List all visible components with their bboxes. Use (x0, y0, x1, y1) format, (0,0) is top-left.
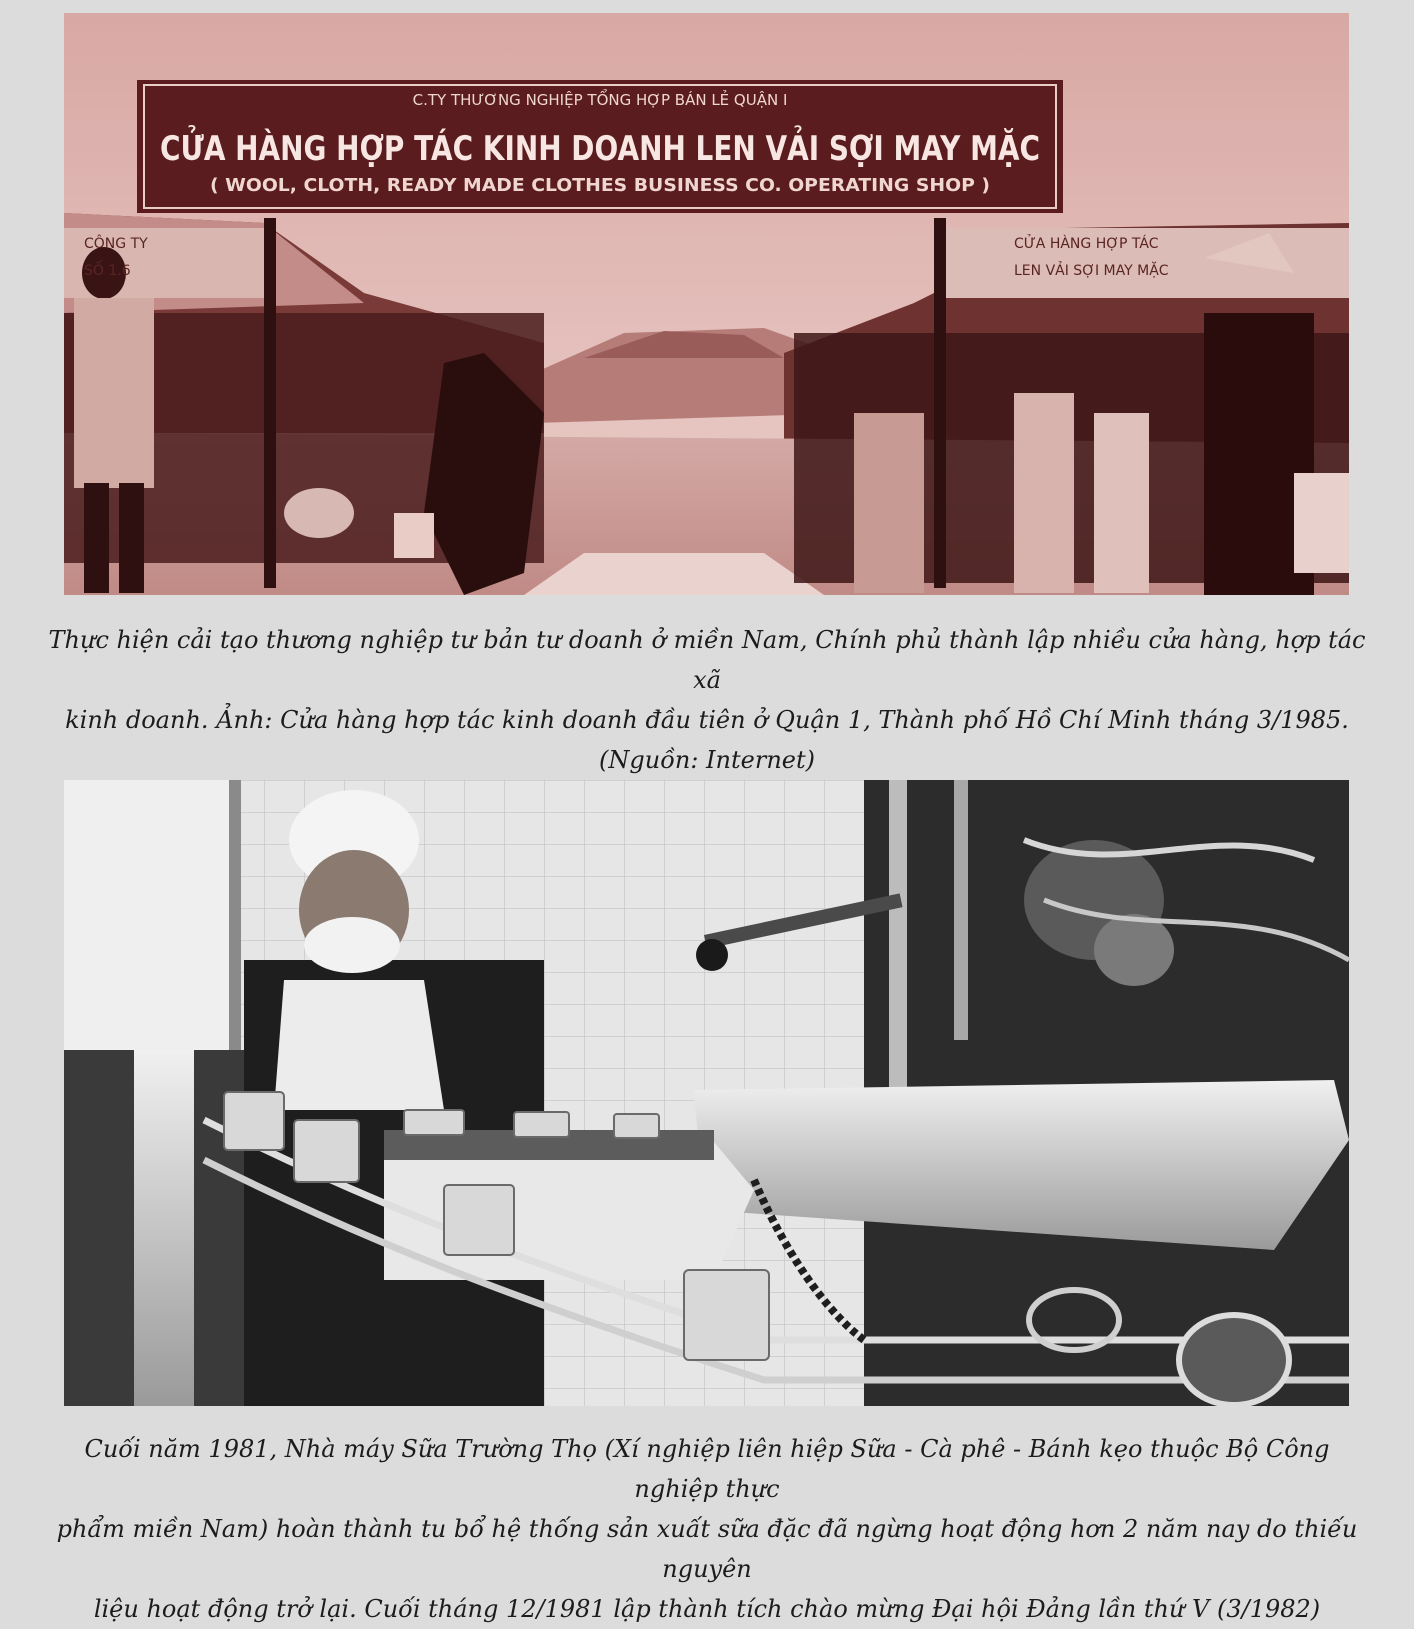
factory-photo (64, 780, 1349, 1406)
caption-factory (40, 1429, 1374, 1629)
sign-main-text: CỬA HÀNG HỢP TÁC KINH DOANH LEN VẢI SỢI MAY MẶC (160, 129, 1232, 169)
side-sign-right-1: CỬA HÀNG HỢP TÁC (1014, 236, 1159, 252)
market-photo (64, 13, 1349, 595)
caption-factory-line-2: phẩm miền Nam) hoàn thành tu bổ hệ thống sản xuất sữa đặc đã ngừng hoạt động hơn 2 năm nay do thiếu nguyên (56, 1515, 1358, 1583)
sign-sub-text: ( WOOL, CLOTH, READY MADE CLOTHES BUSINESS CO. OPERATING SHOP ) (210, 175, 990, 196)
side-sign-right-2: LEN VẢI SỢI MAY MẶC (1014, 263, 1169, 279)
market-photo-art (64, 13, 1349, 595)
sign-top-text: C.TY THƯƠNG NGHIỆP TỔNG HỢP BÁN LẺ QUẬN I (412, 91, 788, 109)
caption-market-line-1: Thực hiện cải tạo thương nghiệp tư bản tư doanh ở miền Nam, Chính phủ thành lập nhiều cửa hàng, hợp tác xã (48, 626, 1366, 694)
caption-market-source: (Nguồn: Internet) (599, 746, 815, 774)
caption-market-line-2: kinh doanh. Ảnh: Cửa hàng hợp tác kinh doanh đầu tiên ở Quận 1, Thành phố Hồ Chí Minh tháng 3/1985. (65, 706, 1349, 734)
caption-market (40, 620, 1374, 780)
factory-photo-art (64, 780, 1349, 1406)
side-sign-left-1: CÔNG TY (84, 236, 148, 252)
caption-factory-line-1: Cuối năm 1981, Nhà máy Sữa Trường Thọ (Xí nghiệp liên hiệp Sữa - Cà phê - Bánh kẹo thuộc Bộ Công nghiệp thực (84, 1435, 1330, 1503)
caption-factory-line-3: liệu hoạt động trở lại. Cuối tháng 12/1981 lập thành tích chào mừng Đại hội Đảng lần thứ V (3/1982) (93, 1595, 1321, 1623)
side-sign-left-2: SỐ 1.6 (84, 263, 131, 279)
